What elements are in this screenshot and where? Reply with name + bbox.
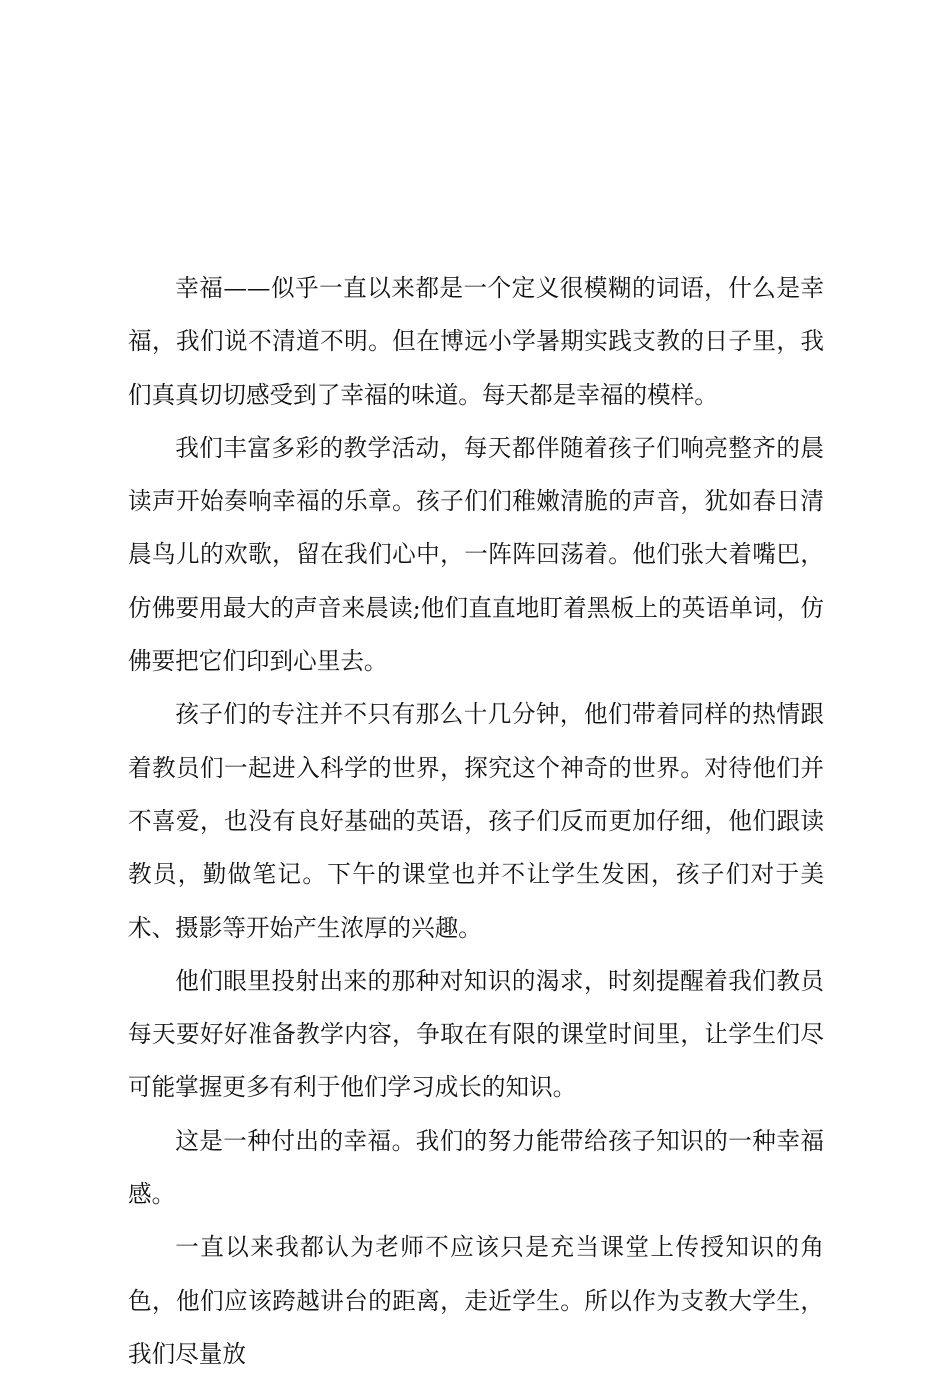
paragraph-5: 这是一种付出的幸福。我们的努力能带给孩子知识的一种幸福感。 — [128, 1126, 824, 1209]
paragraph-4: 他们眼里投射出来的那种对知识的渴求，时刻提醒着我们教员每天要好好准备教学内容，争取在有限的课堂时间里，让学生们尽可能掌握更多有利于他们学习成长的知识。 — [128, 966, 824, 1102]
paragraph-3: 孩子们的专注并不只有那么十几分钟，他们带着同样的热情跟着教员们一起进入科学的世界，探究这个神奇的世界。对待他们并不喜爱，也没有良好基础的英语，孩子们反而更加仔细，他们跟读教员，勤做笔记。下午的课堂也并不让学生发困，孩子们对于美术、摄影等开始产生浓厚的兴趣。 — [128, 700, 824, 942]
paragraph-1: 幸福——似乎一直以来都是一个定义很模糊的词语，什么是幸福，我们说不清道不明。但在博远小学暑期实践支教的日子里，我们真真切切感受到了幸福的味道。每天都是幸福的模样。 — [128, 274, 824, 409]
paragraph-2: 我们丰富多彩的教学活动，每天都伴随着孩子们响亮整齐的晨读声开始奏响幸福的乐章。孩子们们稚嫩清脆的声音，犹如春日清晨鸟儿的欢歌，留在我们心中，一阵阵回荡着。他们张大着嘴巴，仿佛要用最大的声音来晨读;他们直直地盯着黑板上的英语单词，仿佛要把它们印到心里去。 — [128, 433, 824, 676]
document-body — [128, 262, 824, 1381]
paragraph-6: 一直以来我都认为老师不应该只是充当课堂上传授知识的角色，他们应该跨越讲台的距离，走近学生。所以作为支教大学生，我们尽量放 — [128, 1233, 824, 1368]
